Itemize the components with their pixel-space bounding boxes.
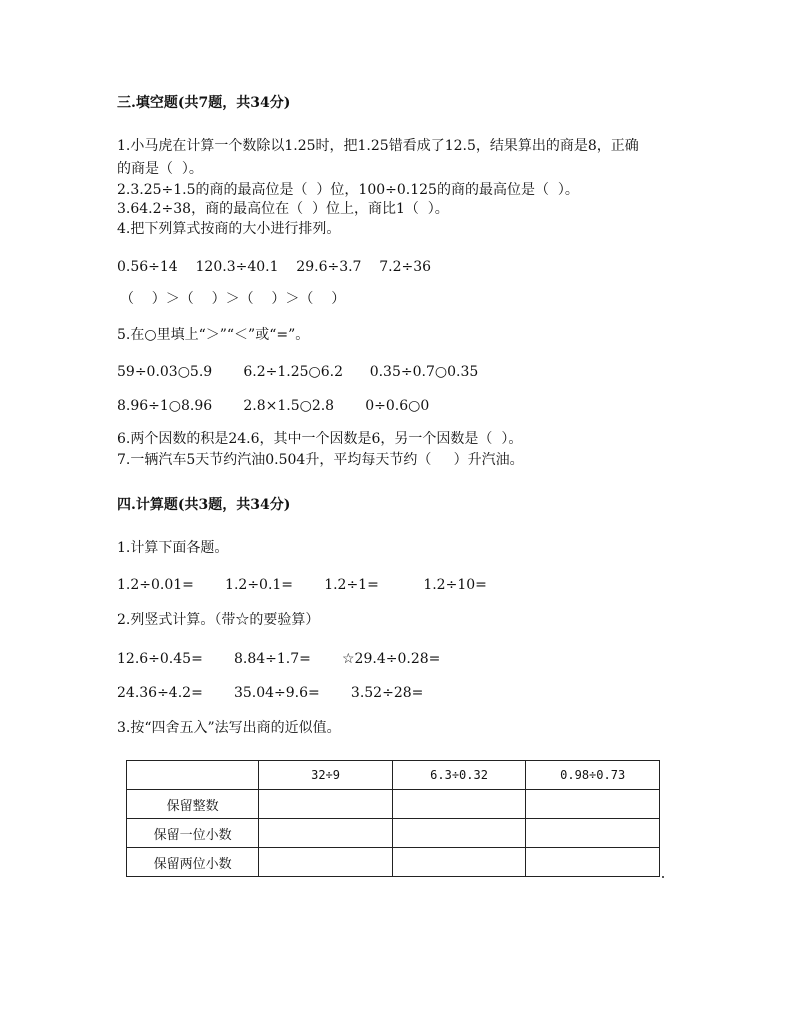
answer-cell[interactable] (259, 819, 392, 848)
q3-4-expressions: 0.56÷14 120.3÷40.1 29.6÷3.7 7.2÷36 (117, 259, 432, 275)
answer-cell[interactable] (259, 848, 392, 877)
table-row (127, 819, 660, 848)
answer-cell[interactable] (526, 848, 660, 877)
section3-title: 三.填空题(共7题，共34分) (117, 95, 291, 111)
q3-6: 6.两个因数的积是24.6，其中一个因数是6，另一个因数是（ ）。 (117, 431, 523, 447)
table-header-cell: 6.3÷0.32 (392, 761, 526, 790)
table-header-cell: 32÷9 (259, 761, 392, 790)
row-label: 保留整数 (127, 790, 259, 819)
q3-1-line1: 1.小马虎在计算一个数除以1.25时，把1.25错看成了12.5，结果算出的商是8，正确 (117, 138, 639, 154)
q4-2-row1: 12.6÷0.45= 8.84÷1.7= ☆29.4÷0.28= (117, 651, 441, 667)
q4-1-row: 1.2÷0.01= 1.2÷0.1= 1.2÷1= 1.2÷10= (117, 577, 487, 593)
table-row (127, 790, 660, 819)
answer-cell[interactable] (259, 790, 392, 819)
q3-5-row2: 8.96÷1○8.96 2.8×1.5○2.8 0÷0.6○0 (117, 398, 430, 414)
answer-cell[interactable] (526, 790, 660, 819)
row-label: 保留一位小数 (127, 819, 259, 848)
q3-7: 7.一辆汽车5天节约汽油0.504升，平均每天节约（ ）升汽油。 (117, 452, 524, 468)
table-header-cell: 0.98÷0.73 (526, 761, 660, 790)
table-header-cell (127, 761, 259, 790)
stray-dot (662, 876, 664, 878)
q3-1-line2: 的商是（ ）。 (117, 161, 203, 177)
answer-cell[interactable] (392, 819, 526, 848)
approximation-table (126, 760, 660, 877)
q4-3: 3.按“四舍五入”法写出商的近似值。 (117, 720, 341, 736)
q4-1: 1.计算下面各题。 (117, 540, 229, 556)
q3-4-blanks: （ ）＞（ ）＞（ ）＞（ ） (120, 291, 346, 307)
q3-5-row1: 59÷0.03○5.9 6.2÷1.25○6.2 0.35÷0.7○0.35 (117, 364, 479, 380)
answer-cell[interactable] (526, 819, 660, 848)
answer-cell[interactable] (392, 790, 526, 819)
q4-2: 2.列竖式计算。（带☆的要验算） (117, 612, 320, 628)
q3-2: 2.3.25÷1.5的商的最高位是（ ）位，100÷0.125的商的最高位是（ ）。 (117, 182, 579, 198)
answer-cell[interactable] (392, 848, 526, 877)
q3-4: 4.把下列算式按商的大小进行排列。 (117, 221, 341, 237)
table-row (127, 848, 660, 877)
row-label: 保留两位小数 (127, 848, 259, 877)
q3-3: 3.64.2÷38，商的最高位在（ ）位上，商比1（ ）。 (117, 201, 449, 217)
section4-title: 四.计算题(共3题，共34分) (117, 497, 291, 513)
q3-5: 5.在○里填上“＞”“＜”或“=”。 (117, 327, 310, 343)
q4-2-row2: 24.36÷4.2= 35.04÷9.6= 3.52÷28= (117, 685, 424, 701)
table-header-row (127, 761, 660, 790)
